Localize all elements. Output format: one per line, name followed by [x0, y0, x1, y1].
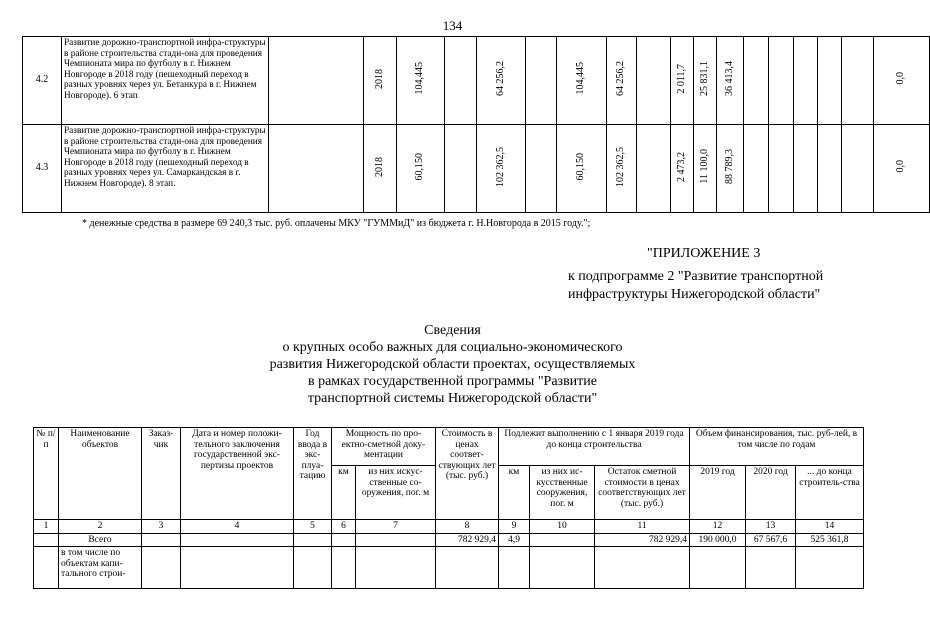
- heading-line: о крупных особо важных для социально-экономического: [282, 340, 623, 355]
- heading-line: Сведения: [424, 323, 481, 338]
- continuation-table: [22, 36, 930, 213]
- commission-year: 2018: [373, 156, 385, 177]
- column-number-row: [34, 520, 864, 534]
- header-num: № п/ п: [34, 428, 59, 520]
- finance-2020: 11 100,0: [698, 149, 710, 185]
- column-number: 14: [796, 520, 864, 534]
- footnote: * денежные средства в размере 69 240,3 тыс. руб. оплачены МКУ "ГУММиД" из бюджета г. Н.Новгорода в 2015 году.";: [82, 218, 591, 229]
- row-number: 4.2: [23, 37, 62, 125]
- header-todo-km: км: [499, 466, 530, 520]
- capacity-km: 60,150: [414, 152, 426, 181]
- header-row: [34, 428, 864, 466]
- header-customer: Заказ-чик: [142, 428, 181, 520]
- column-number: 12: [690, 520, 746, 534]
- heading-line: в рамках государственной программы "Развитие: [307, 374, 597, 389]
- finance-until-end: 36 413,4: [723, 61, 735, 97]
- header-finance-2020: 2020 год: [746, 466, 796, 520]
- page-number: 134: [442, 18, 463, 33]
- object-name: Развитие дорожно-транспортной инфра-структуры в районе строительства стади-она для проведения Чемпионата мира по футболу в г. Нижнем Новгороде в 2018 году (пешеходный переход в разных уровнях через ул. Бетанкура в г. Нижнем Новгороде). 6 этап: [62, 37, 269, 125]
- document-heading: [0, 322, 905, 407]
- remaining-km: 104,445: [575, 62, 587, 95]
- column-number: 10: [530, 520, 595, 534]
- heading-line: транспортной системы Нижегородской области": [307, 391, 598, 406]
- appendix-line: к подпрограмме 2 "Развитие транспортной: [568, 269, 824, 284]
- total-finance-end: 525 361,8: [796, 533, 864, 547]
- finance-2019: 2 473,2: [675, 151, 687, 182]
- estimated-cost: 64 256,2: [494, 61, 506, 97]
- header-todo-rest: Остаток сметной стоимости в ценах соответствующих лет (тыс. руб.): [595, 466, 690, 520]
- last-value: 0,0: [895, 160, 907, 173]
- column-number: 2: [59, 520, 142, 534]
- column-number: 11: [595, 520, 690, 534]
- total-rest: 782 929,4: [595, 533, 690, 547]
- header-expertise: Дата и номер положи-тельного заключения государственной экс-пертизы проектов: [181, 428, 294, 520]
- header-cap-artificial: из них искус-ственные со-оружения, пог. м: [356, 466, 436, 520]
- object-name: Развитие дорожно-транспортной инфра-структуры в районе строительства стади-она для проведения Чемпионата мира по футболу в г. Нижнем Новгороде в 2018 году (пешеходный переход в разных уровнях через ул. Самаркандская в г. Нижнем Новгороде). 8 этап.: [62, 125, 269, 213]
- capacity-km: 104,445: [414, 62, 426, 95]
- total-km: 4,9: [499, 533, 530, 547]
- row-number: 4.3: [23, 125, 62, 213]
- column-number: 3: [142, 520, 181, 534]
- table-row: [23, 125, 930, 213]
- header-cap-km: км: [332, 466, 356, 520]
- appendix-subtitle: [568, 268, 823, 304]
- total-finance-2019: 190 000,0: [690, 533, 746, 547]
- remaining-cost: 102 362,5: [615, 146, 627, 187]
- column-number: 6: [332, 520, 356, 534]
- estimated-cost: 102 362,5: [494, 146, 506, 187]
- commission-year: 2018: [373, 68, 385, 89]
- sub-row-label: в том числе по объектам капи-тального строи-: [59, 547, 142, 589]
- table-row: [23, 37, 930, 125]
- column-number: 1: [34, 520, 59, 534]
- total-row: [34, 533, 864, 547]
- heading-line: развития Нижегородской области проектах, осуществляемых: [269, 357, 636, 372]
- appendix-line: инфраструктуры Нижегородской области": [568, 287, 821, 302]
- header-year: Год ввода в экс-плуа-тацию: [294, 428, 332, 520]
- column-number: 8: [436, 520, 499, 534]
- sub-row: [34, 547, 864, 589]
- column-number: 9: [499, 520, 530, 534]
- column-number: 7: [356, 520, 436, 534]
- remaining-cost: 64 256,2: [615, 61, 627, 97]
- header-name: Наименование объектов: [59, 428, 142, 520]
- column-number: 13: [746, 520, 796, 534]
- header-finance-end: ... до конца строитель-ства: [796, 466, 864, 520]
- header-capacity: Мощность по про-ектно-сметной доку-ментации: [332, 428, 436, 466]
- finance-2019: 2 011,7: [675, 63, 687, 94]
- finance-until-end: 88 789,3: [723, 149, 735, 185]
- total-label: Всего: [59, 533, 142, 547]
- header-todo-artificial: из них ис-кусственные сооружения, пог. м: [530, 466, 595, 520]
- finance-2020: 25 831,1: [698, 61, 710, 97]
- total-cost: 782 929,4: [436, 533, 499, 547]
- last-value: 0,0: [895, 72, 907, 85]
- header-finance: Объем финансирования, тыс. руб-лей, в том числе по годам: [690, 428, 864, 466]
- projects-table: [33, 427, 864, 589]
- total-finance-2020: 67 567,6: [746, 533, 796, 547]
- appendix-title: "ПРИЛОЖЕНИЕ 3: [647, 246, 761, 261]
- column-number: 5: [294, 520, 332, 534]
- column-number: 4: [181, 520, 294, 534]
- remaining-km: 60,150: [575, 152, 587, 181]
- header-cost: Стоимость в ценах соответ-ствующих лет (тыс. руб.): [436, 428, 499, 520]
- header-finance-2019: 2019 год: [690, 466, 746, 520]
- header-todo: Подлежит выполнению с 1 января 2019 года до конца строительства: [499, 428, 690, 466]
